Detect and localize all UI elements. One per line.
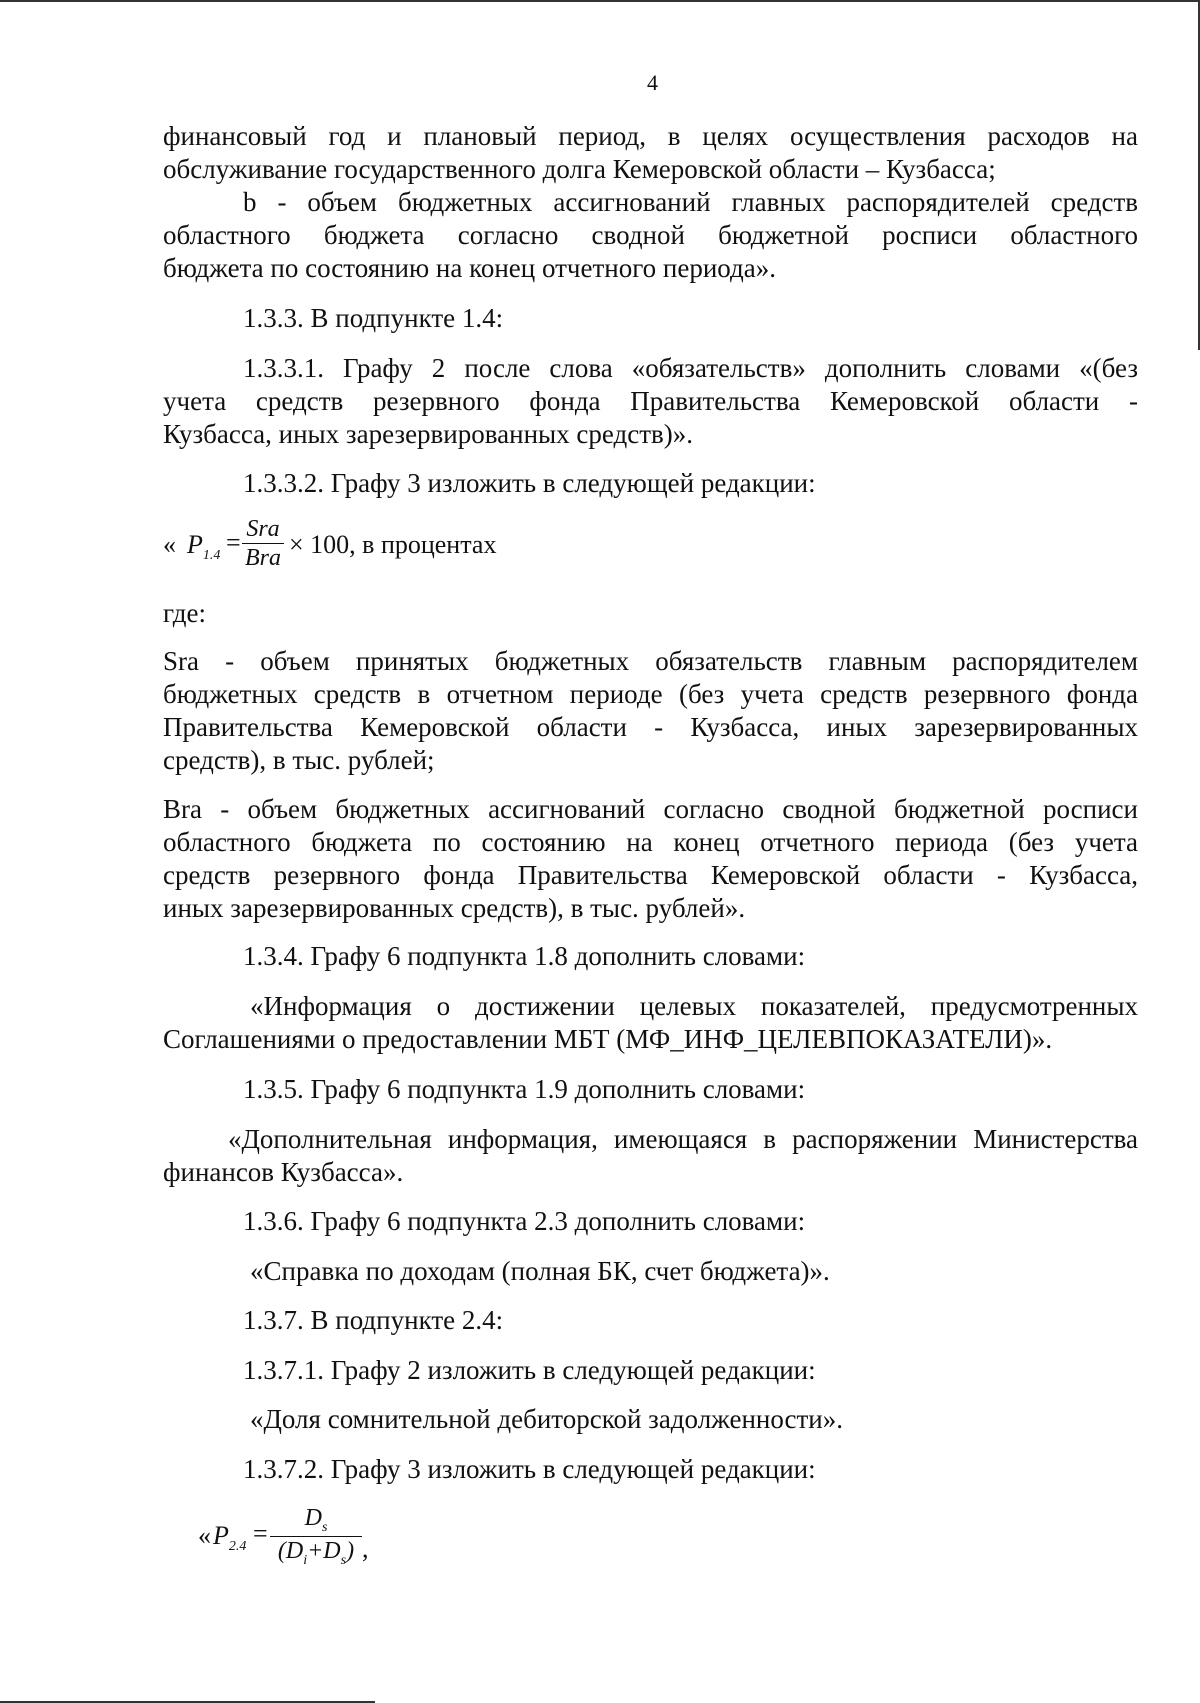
text-line: областного бюджета по состоянию на конец отчетного периода (без учета — [163, 827, 1138, 857]
denominator-subscript: s — [340, 1553, 347, 1568]
text-line: Кузбасса, иных зарезервированных средств)». — [163, 419, 694, 449]
fraction — [242, 515, 284, 572]
section-heading: 1.3.7. В подпункте 2.4: — [243, 1305, 504, 1335]
text-line: бюджетных средств в отчетном периоде (без учета средств резервного фонда — [163, 679, 1138, 709]
section-heading: 1.3.3. В подпункте 1.4: — [243, 303, 504, 333]
numerator-d: D — [304, 1505, 322, 1531]
formula-comma: , — [362, 1534, 369, 1563]
text-line: средств резервного фонда Правительства Кемеровской области - Кузбасса, — [163, 860, 1138, 890]
section-heading: 1.3.3.2. Графу 3 изложить в следующей редакции: — [243, 468, 816, 498]
text-line: обслуживание государственного долга Кемеровской области – Кузбасса; — [163, 154, 996, 184]
scan-top-edge — [0, 0, 1200, 2]
section-heading: 1.3.5. Графу 6 подпункта 1.9 дополнить словами: — [243, 1074, 806, 1104]
text-line: учета средств резервного фонда Правительства Кемеровской области - — [163, 386, 1138, 416]
formula-symbol — [187, 530, 221, 563]
text-line: где: — [163, 598, 206, 628]
text-line: «Информация о достижении целевых показателей, предусмотренных — [250, 991, 1138, 1021]
text-line: «Справка по доходам (полная БК, счет бюджета)». — [250, 1256, 830, 1286]
numerator-subscript: s — [321, 1520, 328, 1535]
formula-subscript: 1.4 — [202, 548, 221, 563]
fraction-denominator — [270, 1537, 362, 1569]
fraction-denominator: Bra — [245, 545, 281, 571]
open-quote: « — [198, 1521, 211, 1550]
text-line: средств), в тыс. рублей; — [163, 745, 435, 775]
section-heading: 1.3.4. Графу 6 подпункта 1.8 дополнить словами: — [243, 941, 806, 971]
denominator-part: +D — [307, 1538, 341, 1564]
text-line: Правительства Кемеровской области - Кузбасса, иных зарезервированных — [163, 712, 1138, 742]
formula-symbol — [213, 1521, 247, 1554]
fraction-numerator: Sra — [246, 516, 280, 542]
denominator-part: (D — [277, 1538, 304, 1564]
text-line: областного бюджета согласно сводной бюджетной росписи областного — [163, 220, 1138, 250]
text-line: финансов Кузбасса». — [163, 1157, 404, 1187]
formula-multiplier: × 100, в процентах — [289, 530, 497, 559]
formula-subscript: 2.4 — [228, 1539, 247, 1554]
text-line: иных зарезервированных средств), в тыс. рублей». — [163, 893, 746, 923]
text-line: бюджета по состоянию на конец отчетного периода». — [163, 253, 776, 283]
denominator-part: ) — [346, 1538, 355, 1564]
text-line: 1.3.3.1. Графу 2 после слова «обязательств» дополнить словами «(без — [243, 353, 1138, 383]
text-line: Sra - объем принятых бюджетных обязательств главным распорядителем — [163, 646, 1138, 676]
open-quote: « — [163, 530, 176, 559]
section-heading: 1.3.7.2. Графу 3 изложить в следующей редакции: — [243, 1454, 816, 1484]
section-heading: 1.3.6. Графу 6 подпункта 2.3 дополнить словами: — [243, 1206, 806, 1236]
formula-p: P — [187, 530, 203, 559]
text-line: Bra - объем бюджетных ассигнований согласно сводной бюджетной росписи — [163, 794, 1138, 824]
equals-sign: = — [253, 1519, 268, 1548]
section-heading: 1.3.7.1. Графу 2 изложить в следующей редакции: — [243, 1355, 816, 1385]
equals-sign: = — [226, 528, 241, 557]
text-line: финансовый год и плановый период, в целях осуществления расходов на — [163, 121, 1138, 151]
text-line: «Дополнительная информация, имеющаяся в распоряжении Министерства — [228, 1124, 1138, 1154]
text-line: b - объем бюджетных ассигнований главных распорядителей средств — [243, 187, 1138, 217]
page-number: 4 — [647, 70, 658, 95]
fraction-numerator — [270, 1504, 362, 1536]
formula-p: P — [213, 1521, 229, 1550]
text-line: Соглашениями о предоставлении МБТ (МФ_ИНФ_ЦЕЛЕВПОКАЗАТЕЛИ)». — [163, 1024, 1053, 1054]
text-line: «Доля сомнительной дебиторской задолженности». — [250, 1404, 843, 1434]
denominator-subscript: i — [303, 1553, 308, 1568]
fraction — [270, 1504, 362, 1569]
